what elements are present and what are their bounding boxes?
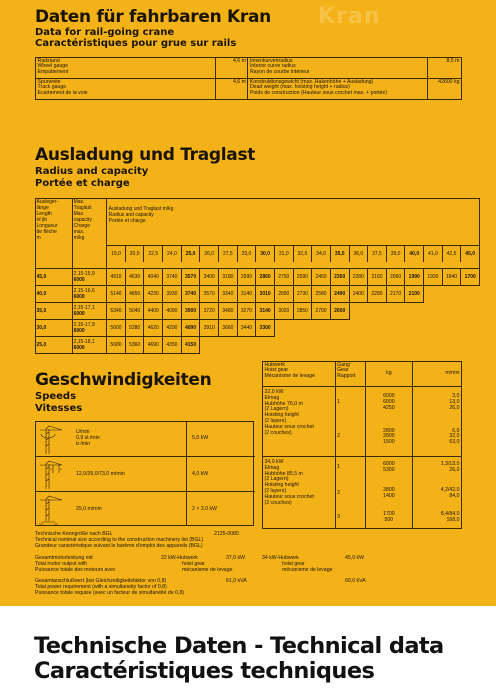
section2-title: Ausladung und Traglast: [35, 145, 256, 165]
capacity-value: 3910: [200, 320, 219, 337]
radius-header-cell: [107, 199, 480, 269]
gear-number: 3: [335, 509, 365, 529]
capacity-value: [442, 337, 461, 354]
capacity-value: [237, 337, 256, 354]
wheel-gauge-label: Radstand Wheel gauge Empattement: [36, 58, 216, 79]
capacity-value: [442, 303, 461, 320]
capacity-value: 5600: [107, 320, 126, 337]
motor-34kw-total: 45,0 kW: [345, 555, 365, 561]
capacity-value: 4630: [125, 269, 144, 286]
speed-divider: [186, 422, 187, 456]
gear-kg: 1700 500: [365, 509, 413, 529]
capacity-value: [219, 337, 238, 354]
dead-weight-value: 42600 kg: [428, 79, 462, 100]
capacity-value: [442, 286, 461, 303]
section3-subtitle-en: Speeds: [35, 391, 77, 402]
capacity-value: 1990: [405, 269, 424, 286]
power-req-34kw: 60,0 kVA: [345, 578, 366, 584]
load-row: [36, 269, 480, 286]
radius-header-value: 39,0: [386, 246, 405, 262]
capacity-value: 4350: [163, 337, 182, 354]
max-capacity: 2,15-15,9 6000: [73, 269, 107, 286]
capacity-value: 1700: [461, 269, 480, 286]
travel-speed-text: 25,0 m/min: [76, 506, 102, 512]
gear-number: 1: [335, 387, 365, 419]
capacity-value: [461, 286, 480, 303]
capacity-value: 4150: [181, 337, 200, 354]
radius-header-value: 19,0: [111, 251, 121, 257]
capacity-value: 4400: [144, 303, 163, 320]
capacity-value: 2360: [330, 269, 349, 286]
capacity-value: 3720: [200, 303, 219, 320]
capacity-value: [293, 337, 312, 354]
capacity-value: [293, 320, 312, 337]
radius-header-value: 32,5: [293, 246, 312, 262]
capacity-value: 1840: [442, 269, 461, 286]
motor-output-fr: Puissance totale des moteurs avec: [35, 567, 116, 573]
capacity-value: 3010: [256, 286, 275, 303]
capacity-value: 3140: [256, 303, 275, 320]
capacity-value: [274, 337, 293, 354]
capacity-value: [274, 320, 293, 337]
nominal-size-fr: Grandeur caractéristique suivant le barème d'emploi des appareils (BGL): [35, 543, 203, 549]
track-gauge-value: 4,6 m: [215, 79, 248, 100]
capacity-value: 5140: [107, 286, 126, 303]
section2-subtitle-en: Radius and capacity: [35, 166, 149, 177]
capacity-value: 3570: [181, 269, 200, 286]
capacity-value: 2160: [368, 269, 387, 286]
max-capacity: 2,15-17,1 6000: [73, 303, 107, 320]
motor-22kw-label: 22 kW-Hubwerk: [161, 555, 198, 561]
capacity-value: 4620: [144, 320, 163, 337]
capacity-value: 5340: [107, 303, 126, 320]
capacity-value: 5280: [125, 320, 144, 337]
capacity-value: [386, 303, 405, 320]
capacity-value: [312, 337, 331, 354]
capacity-value: 3140: [237, 286, 256, 303]
radius-header-value: 25,0: [181, 246, 200, 262]
capacity-value: [349, 303, 368, 320]
capacity-value: 2100: [405, 286, 424, 303]
gear-kg: 2800 2800 1500: [365, 419, 413, 457]
capacity-value: [424, 303, 443, 320]
trolley-crane-icon: [37, 459, 63, 490]
capacity-value: [349, 337, 368, 354]
capacity-value: 4040: [144, 269, 163, 286]
section3-subtitle-fr: Vitesses: [35, 403, 83, 414]
gear-kg: 6000 6000 4250: [365, 387, 413, 419]
capacity-value: 3180: [219, 269, 238, 286]
nominal-size-en: Technical nominal size according to the construction machinery list (BGL): [35, 537, 204, 543]
capacity-value: 2860: [256, 269, 275, 286]
capacity-value: 3400: [200, 269, 219, 286]
curve-radius-value: 8,5 m: [428, 58, 462, 79]
capacity-value: 3660: [219, 320, 238, 337]
motor-output-en: Total motor output with: [35, 561, 88, 567]
gear-number: 1: [335, 457, 365, 479]
section3-title: Geschwindigkeiten: [35, 370, 212, 390]
footer-title-line2: Caractéristiques techniques: [34, 658, 375, 684]
hoist-gear-table: [262, 361, 462, 529]
slewing-crane-icon: [37, 424, 63, 455]
radius-header-value: 41,0: [423, 246, 442, 262]
capacity-value: [461, 320, 480, 337]
track-gauge-label: Spurweite Track gauge Ecartement de la voie: [36, 79, 216, 100]
max-capacity: 2,15-16,6 6000: [73, 286, 107, 303]
gear-header: Gang Gear Rapport: [335, 362, 365, 387]
max-capacity: 2,15-18,1 6000: [73, 337, 107, 354]
max-capacity: 2,15-17,9 6000: [73, 320, 107, 337]
gear-mmin: 1,3/13,0 26,0: [413, 457, 462, 479]
rail-data-table: [35, 57, 462, 100]
radius-header-text: Ausladung und Traglast m/kg Radius and capacity Portée et charge: [108, 206, 174, 224]
capacity-value: 2280: [349, 269, 368, 286]
capacity-value: [424, 337, 443, 354]
capacity-value: 2060: [386, 269, 405, 286]
capacity-value: 3300: [256, 320, 275, 337]
section2-subtitle-fr: Portée et charge: [35, 178, 130, 189]
capacity-value: 2990: [237, 269, 256, 286]
capacity-value: [461, 303, 480, 320]
load-rows: [36, 269, 480, 354]
radius-header-value: 45,0: [460, 246, 479, 262]
gear-number: 2: [335, 419, 365, 457]
capacity-value: [368, 337, 387, 354]
capacity-value: [424, 320, 443, 337]
capacity-value: 3930: [163, 286, 182, 303]
capacity-value: [386, 320, 405, 337]
capacity-value: [461, 337, 480, 354]
capacity-value: 3900: [181, 303, 200, 320]
slewing-power: 5,0 kW: [192, 435, 209, 441]
jib-length: 40,0: [36, 286, 73, 303]
gear-kg: 3800 1400: [365, 479, 413, 509]
travel-crane-icon: [37, 494, 63, 525]
capacity-value: 3740: [163, 269, 182, 286]
capacity-value: [442, 320, 461, 337]
capacity-value: 3340: [219, 286, 238, 303]
radii-row: [107, 245, 479, 262]
capacity-value: 5680: [107, 337, 126, 354]
capacity-value: [405, 303, 424, 320]
capacity-value: 3270: [237, 303, 256, 320]
load-row: [36, 320, 480, 337]
capacity-value: 3480: [219, 303, 238, 320]
radius-header-value: 40,0: [404, 246, 423, 262]
capacity-value: 2750: [274, 269, 293, 286]
hoist-22kw-desc: 22,0 kW Elmag Hubhöhe 76,0 m (2 Lagern) Hoisting height (2 layers) Hauteur sous crochet (2 couches): [263, 387, 336, 457]
capacity-value: 4230: [144, 286, 163, 303]
footer-title-line1: Technische Daten - Technical data: [34, 633, 444, 659]
section1-title: Daten für fahrbaren Kran: [35, 7, 271, 27]
jib-length: 35,0: [36, 303, 73, 320]
capacity-value: 2600: [330, 303, 349, 320]
capacity-value: 2850: [293, 303, 312, 320]
power-req-fr: Puissance totale requise (avec un facteur de simultanéité de 0,8): [35, 590, 185, 596]
capacity-value: 3020: [274, 303, 293, 320]
load-row: [36, 286, 480, 303]
trolley-speed-text: 12,0/39,0/73,0 m/min: [76, 471, 125, 477]
slewing-speed-text: U/min 0,9 sl./min tr./min: [76, 429, 100, 448]
speed-divider: [186, 492, 187, 526]
capacity-value: [200, 337, 219, 354]
travel-row: [36, 492, 255, 526]
jib-length-header: Ausleger- länge Length of jib Longueur de flèche m: [36, 199, 73, 269]
motor-output-de: Gesamtmotorleistung mit: [35, 555, 93, 561]
capacity-value: 2280: [368, 286, 387, 303]
radius-header-value: 20,0: [125, 246, 144, 262]
hoist-34kw-desc: 34,0 kW Elmag Hubhöhe 85,5 m (2 Lagern) Hoisting height (2 layers) Hauteur sous crochet (2 couches): [263, 457, 336, 529]
dead-weight-label: Konstruktionsgewicht (max. Hakenhöhe + Ausladung) Dead weight (max. hoisting height + radius) Poids de construction (Hauteur sous crochet max. + portée): [248, 79, 428, 100]
footer-band: [0, 606, 496, 700]
jib-length: 25,0: [36, 337, 73, 354]
capacity-value: 2890: [274, 286, 293, 303]
jib-length: 45,0: [36, 269, 73, 286]
radius-header-value: 30,0: [255, 246, 274, 262]
radius-header-value: 34,0: [311, 246, 330, 262]
capacity-value: 4090: [181, 320, 200, 337]
radius-header-value: 29,0: [237, 246, 256, 262]
capacity-value: [368, 320, 387, 337]
gear-mmin: 6,0 32,0 63,0: [413, 419, 462, 457]
radius-header-value: 31,0: [274, 246, 293, 262]
capacity-value: 4290: [163, 320, 182, 337]
gear-mmin: 4,2/42,0 84,0: [413, 479, 462, 509]
max-capacity-header: Max. Traglast Max. capacity Charge max. m/kg: [73, 199, 107, 269]
capacity-value: 1930: [424, 269, 443, 286]
capacity-value: [424, 286, 443, 303]
speeds-table: [35, 421, 254, 526]
section1-subtitle-fr: Caractéristiques pour grue sur rails: [35, 38, 237, 49]
capacity-value: [256, 337, 275, 354]
motor-34kw-hoist-fr: mécanisme de levage: [282, 567, 333, 573]
nominal-size-value: 2125-0080: [214, 531, 239, 537]
capacity-value: 5360: [125, 337, 144, 354]
radius-header-value: 37,5: [367, 246, 386, 262]
gear-mmin: 3,0 13,0 26,0: [413, 387, 462, 419]
capacity-value: 4690: [144, 337, 163, 354]
speed-divider: [186, 457, 187, 491]
motor-34kw-label: 34 kW-Hubwerk: [262, 555, 299, 561]
motor-22kw-hoist-en: hoist gear: [182, 561, 205, 567]
trolley-power: 4,0 kW: [192, 471, 209, 477]
capacity-value: 2590: [293, 269, 312, 286]
jib-length: 30,0: [36, 320, 73, 337]
nominal-size-de: Technische Kenngröße nach BGL: [35, 531, 113, 537]
motor-22kw-total: 37,0 kW: [226, 555, 246, 561]
radius-header-value: 24,0: [162, 246, 181, 262]
capacity-value: 2580: [312, 286, 331, 303]
capacity-value: [312, 320, 331, 337]
radius-capacity-table: [35, 198, 480, 354]
gear-kg: 6000 5300: [365, 457, 413, 479]
power-req-en: Total power requirement (with a simultaneity factor of 0,8): [35, 584, 167, 590]
capacity-value: 3740: [181, 286, 200, 303]
capacity-value: 3440: [237, 320, 256, 337]
capacity-value: [368, 303, 387, 320]
capacity-value: 5040: [125, 303, 144, 320]
capacity-value: 2730: [293, 286, 312, 303]
slewing-row: [36, 422, 255, 457]
kg-header: kg: [365, 362, 413, 387]
capacity-value: 2700: [312, 303, 331, 320]
motor-34kw-hoist-en: hoist gear: [282, 561, 305, 567]
radius-header-value: 26,0: [199, 246, 218, 262]
capacity-value: [405, 320, 424, 337]
gear-number: 2: [335, 479, 365, 509]
capacity-value: 4850: [125, 286, 144, 303]
travel-power: 2 × 3,0 kW: [192, 506, 217, 512]
power-req-de: Gesamtanschlußwert (bei Gleichzeitigkeitsfaktor von 0,8): [35, 578, 167, 584]
capacity-value: 4090: [163, 303, 182, 320]
capacity-value: [386, 337, 405, 354]
capacity-value: 3570: [200, 286, 219, 303]
section1-subtitle-en: Data for rail-going crane: [35, 27, 175, 38]
mmin-header: m/min: [413, 362, 462, 387]
radius-header-value: 27,5: [218, 246, 237, 262]
capacity-value: 2450: [312, 269, 331, 286]
curve-radius-label: Innenkurvenradius Interior curve radius Rayon de courbe intérieur: [248, 58, 428, 79]
radius-header-value: 35,0: [330, 246, 349, 262]
capacity-value: [349, 320, 368, 337]
capacity-value: 2170: [386, 286, 405, 303]
hoist-gear-header: Hubwerk Hoist gear Mécanisme de levage: [263, 362, 336, 387]
capacity-value: 2490: [330, 286, 349, 303]
capacity-value: [405, 337, 424, 354]
radius-header-value: 22,5: [143, 246, 162, 262]
trolley-row: [36, 457, 255, 492]
capacity-value: 2400: [349, 286, 368, 303]
gear-mmin: 8,4/84,0 168,0: [413, 509, 462, 529]
ghost-heading-text: Kran: [318, 4, 381, 29]
capacity-value: 4910: [107, 269, 126, 286]
motor-22kw-hoist-fr: mécanisme de levage: [182, 567, 233, 573]
power-req-22kw: 61,0 kVA: [226, 578, 247, 584]
load-row: [36, 303, 480, 320]
radius-header-value: 42,5: [442, 246, 461, 262]
radius-header-value: 36,0: [349, 246, 368, 262]
capacity-value: [330, 320, 349, 337]
capacity-value: [330, 337, 349, 354]
wheel-gauge-value: 4,6 m: [215, 58, 248, 79]
load-row: [36, 337, 480, 354]
